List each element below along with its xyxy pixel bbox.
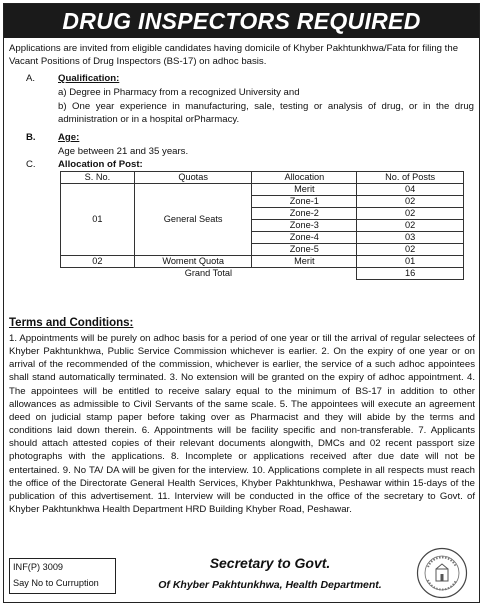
- qualification-item-b: b) One year experience in manufacturing, sale, testing or analysis of drug, or in the drug administration or in a hospital orPharmacy.: [58, 101, 474, 125]
- age-heading: Age:: [58, 132, 80, 143]
- qualification-item-a: a) Degree in Pharmacy from a recognized University and: [58, 87, 300, 98]
- posts-cell: 02: [357, 244, 464, 256]
- table-row: [61, 184, 464, 196]
- reference-box: [9, 558, 116, 594]
- allocation-cell: Zone-4: [252, 232, 357, 244]
- page-title: DRUG INSPECTORS REQUIRED: [4, 4, 479, 38]
- group1-quota: General Seats: [134, 184, 252, 256]
- allocation-cell: Zone-2: [252, 208, 357, 220]
- group2-sno: 02: [61, 256, 135, 268]
- allocation-cell: Merit: [252, 256, 357, 268]
- table-row: [61, 256, 464, 268]
- allocation-cell: Zone-3: [252, 220, 357, 232]
- table-header-row: [61, 172, 464, 184]
- qualification-heading: Qualification:: [58, 73, 120, 84]
- qualification-section: [0, 72, 483, 85]
- grand-total-value: 16: [357, 268, 464, 280]
- signatory: Secretary to Govt.: [209, 555, 331, 571]
- allocation-table: [60, 171, 464, 280]
- posts-cell: 02: [357, 208, 464, 220]
- header-allocation: Allocation: [252, 172, 357, 184]
- terms-text: 1. Appointments will be purely on adhoc basis for a period of one year or till the arrival of regular selectees of Khyber Pakhtunkhwa, Public Service Commission whichever is earlier. 2. On the expiry of one year or on arrival of the recommended of the commission, whichever is earlier, the service of a such adhoc appointees shall stand automatically terminated. 3. No extension will be granted on the expiry of adhoc appointment. 4. The appointees will be entitled to receive salary equal to the minimum of BS-17 in addition to other allowances as admissible to Civil Servants of the same scale. 5. The appointees will execute an agreement deed on judicial stamp paper before taking over as Pharmacist and they will abide by the terms and conditions laid down therein. 6. Appointments will be facility specific and non-transferable. 7. Applicants should attach attested copies of their relevant documents alongwith, DMCs and 02 recent passport size photographs with the applications. 8. Incomplete or applications received after due date will not be entertained. 9. No TA/ DA will be given for the interview. 10. Applications complete in all respects must reach the office of the Directorate General Health Services, Khyber Pakhtunkhwa, Peshawar within 15-days of the publication of this advertisement. 11. Interview will be conducted in the office of the secretary to Govt. of Khyber Pakhtunkhwa Health Department HRD Building Khyber Road, Peshawar.: [9, 333, 475, 516]
- header-posts: No. of Posts: [357, 172, 464, 184]
- table-total-row: [61, 268, 464, 280]
- terms-heading: Terms and Conditions:: [9, 317, 134, 329]
- header-sno: S. No.: [61, 172, 135, 184]
- section-letter: A.: [26, 73, 36, 84]
- age-section: [0, 131, 483, 144]
- government-seal-icon: [416, 547, 468, 599]
- reference-code: INF(P) 3009: [13, 562, 64, 572]
- intro-paragraph: Applications are invited from eligible candidates having domicile of Khyber Pakhtunkhwa/Fata for filing the Vacant Positions of Drug Inspectors (BS-17) on adhoc basis.: [9, 43, 459, 67]
- department: Of Khyber Pakhtunkhwa, Health Department.: [158, 579, 382, 591]
- section-letter: B.: [26, 132, 36, 143]
- slogan: Say No to Curruption: [13, 578, 99, 588]
- header-quotas: Quotas: [134, 172, 252, 184]
- allocation-cell: Zone-1: [252, 196, 357, 208]
- posts-cell: 03: [357, 232, 464, 244]
- allocation-cell: Zone-5: [252, 244, 357, 256]
- group2-quota: Woment Quota: [134, 256, 252, 268]
- section-letter: C.: [26, 159, 36, 170]
- allocation-cell: Merit: [252, 184, 357, 196]
- posts-cell: 04: [357, 184, 464, 196]
- allocation-heading: Allocation of Post:: [58, 159, 143, 170]
- allocation-section: [0, 158, 483, 171]
- posts-cell: 01: [357, 256, 464, 268]
- group1-sno: 01: [61, 184, 135, 256]
- grand-total-label: Grand Total: [61, 268, 357, 280]
- posts-cell: 02: [357, 196, 464, 208]
- age-text: Age between 21 and 35 years.: [58, 146, 189, 157]
- posts-cell: 02: [357, 220, 464, 232]
